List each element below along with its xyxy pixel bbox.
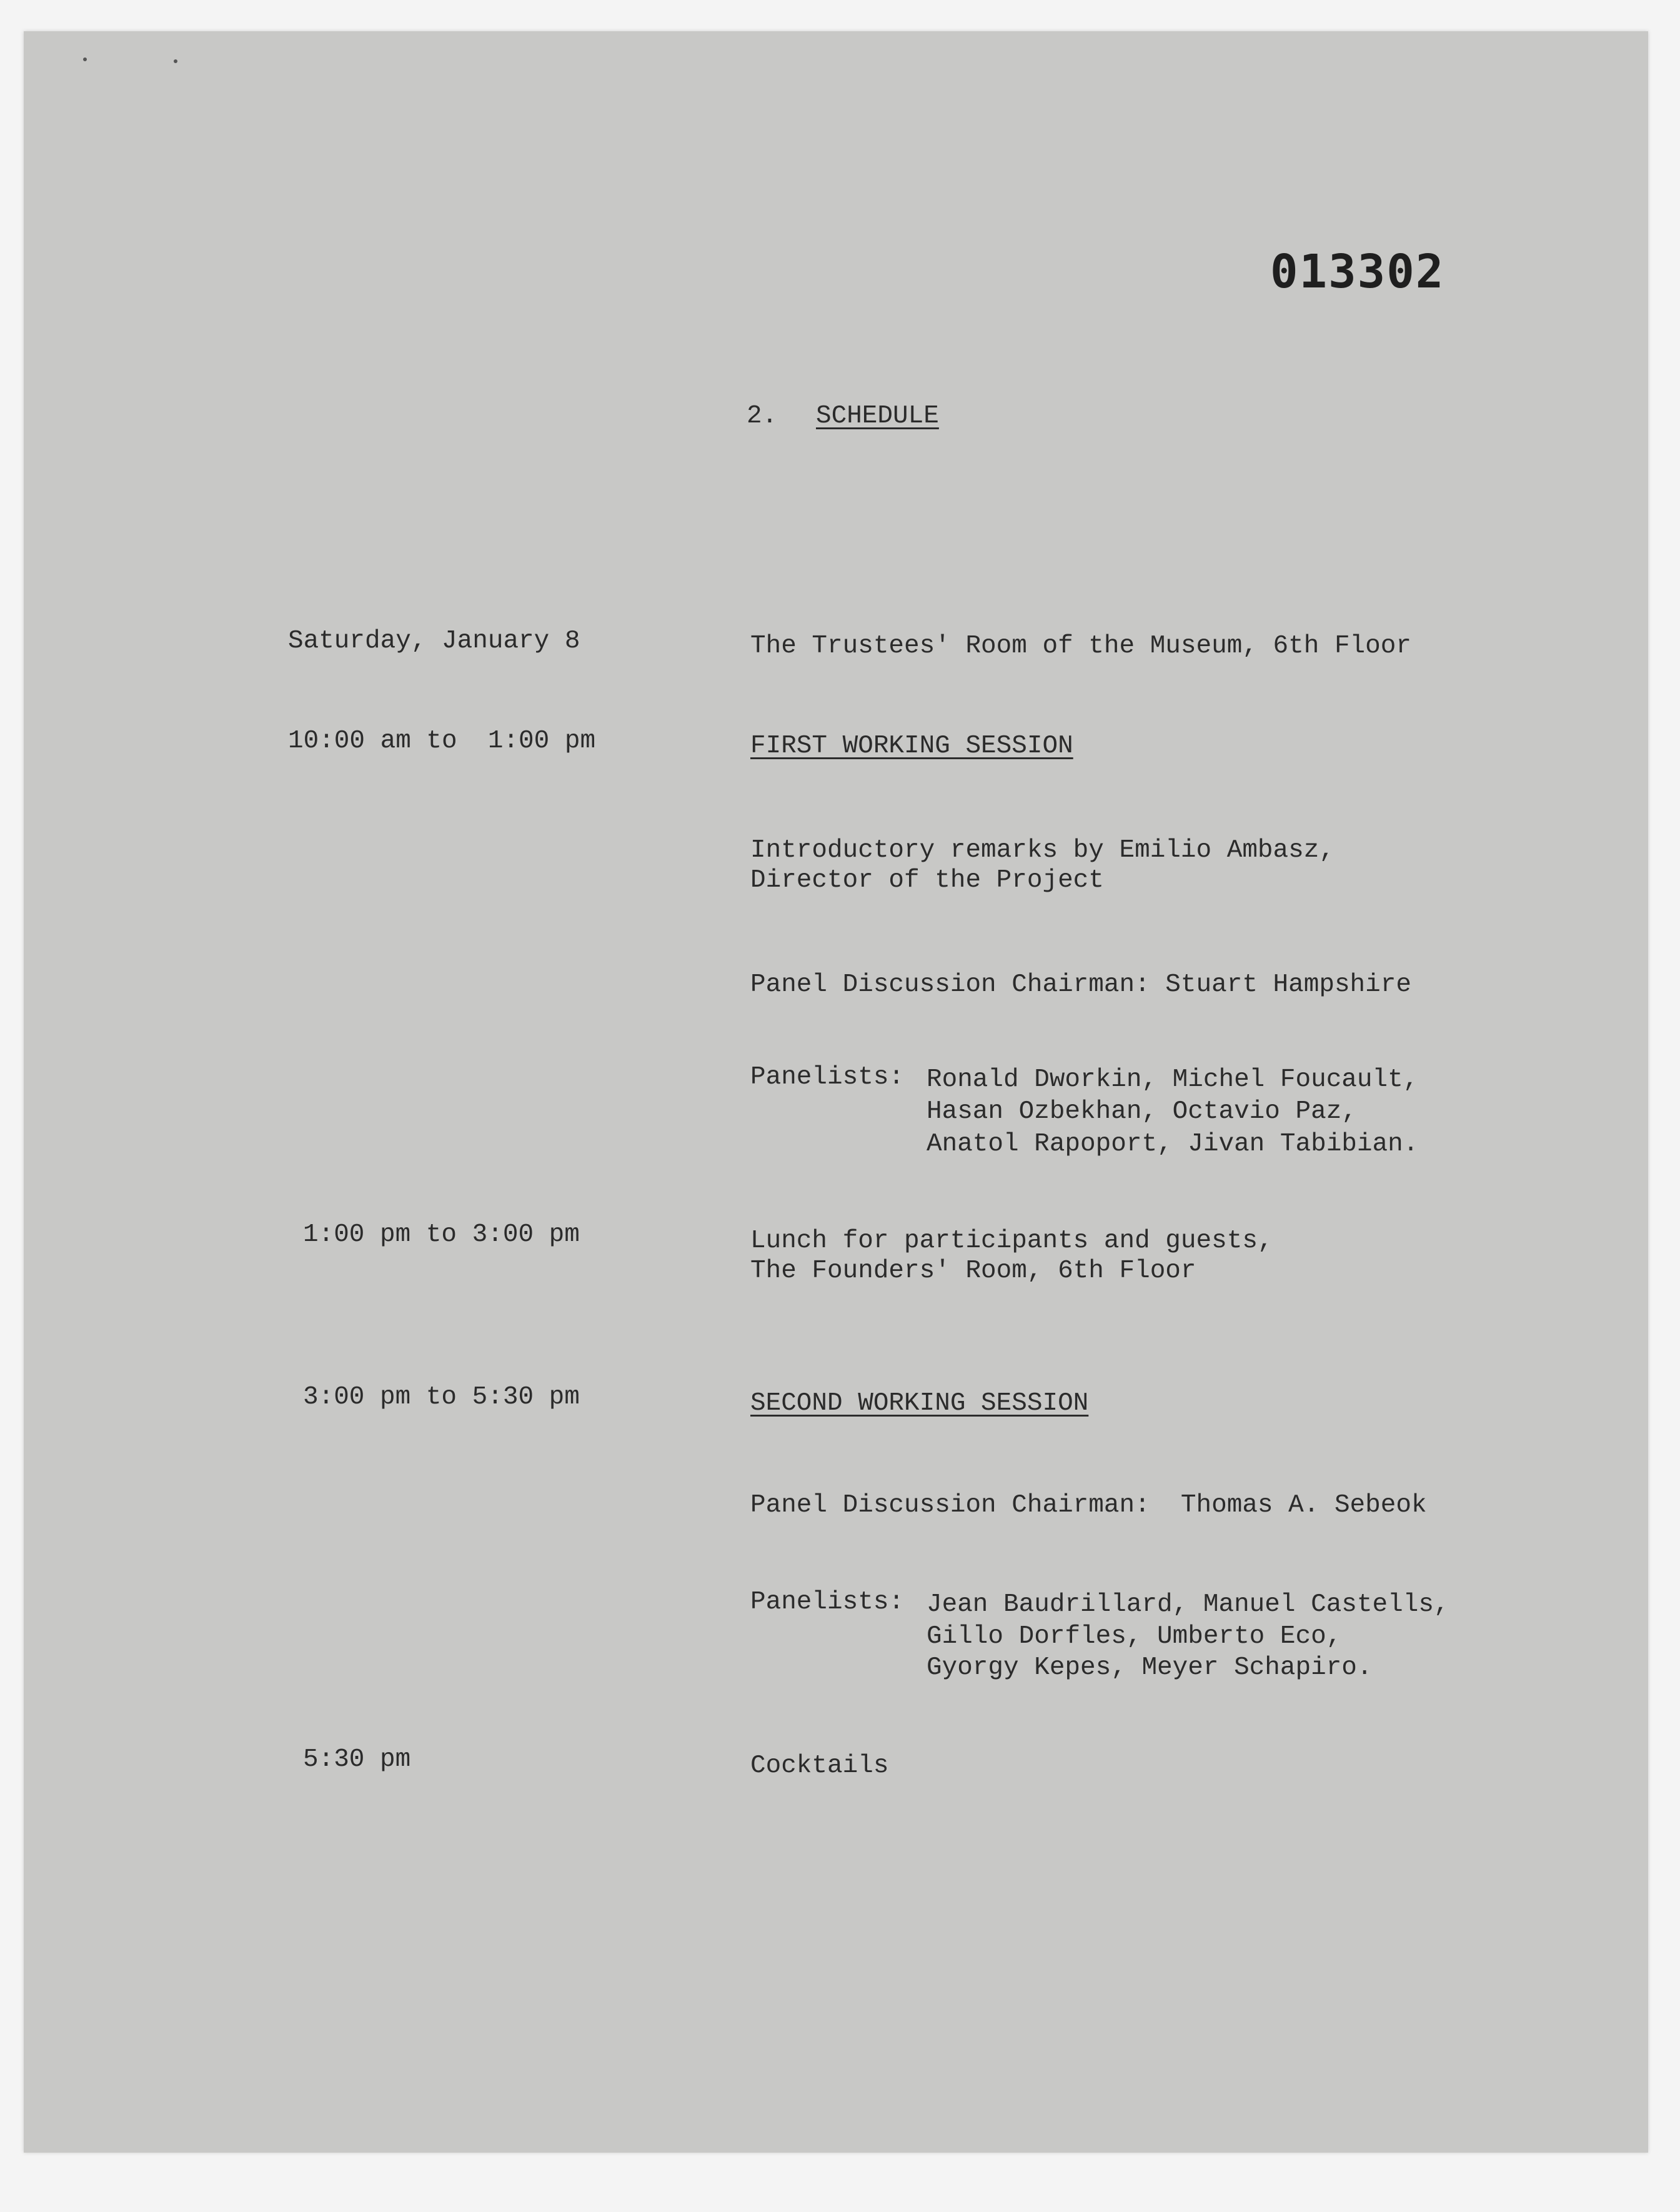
scan-speck	[83, 57, 87, 61]
session2-panelists-line3: Gyorgy Kepes, Meyer Schapiro.	[927, 1653, 1373, 1682]
session1-panelists-label: Panelists:	[750, 1063, 905, 1092]
document-page	[24, 31, 1648, 2153]
session1-panelists-line2: Hasan Ozbekhan, Octavio Paz,	[927, 1097, 1357, 1126]
cocktails-label: Cocktails	[750, 1751, 889, 1780]
schedule-day: Saturday, January 8	[288, 627, 580, 655]
scan-speck	[174, 59, 177, 63]
lunch-line2: The Founders' Room, 6th Floor	[750, 1257, 1196, 1285]
lunch-line1: Lunch for participants and guests,	[750, 1227, 1273, 1255]
cocktails-time: 5:30 pm	[303, 1745, 411, 1774]
session2-panelists-line2: Gillo Dorfles, Umberto Eco,	[927, 1622, 1342, 1651]
lunch-time: 1:00 pm to 3:00 pm	[303, 1220, 580, 1249]
session1-intro-line1: Introductory remarks by Emilio Ambasz,	[750, 836, 1335, 865]
session2-time: 3:00 pm to 5:30 pm	[303, 1383, 580, 1412]
document-number-stamp: 013302	[1270, 245, 1445, 299]
session2-panelists-line1: Jean Baudrillard, Manuel Castells,	[927, 1590, 1449, 1619]
session1-chairman: Panel Discussion Chairman: Stuart Hampshire	[750, 970, 1411, 999]
session1-time: 10:00 am to 1:00 pm	[288, 727, 596, 755]
page-title: SCHEDULE	[816, 402, 939, 431]
schedule-location: The Trustees' Room of the Museum, 6th Floor	[750, 632, 1411, 660]
session1-intro-line2: Director of the Project	[750, 866, 1104, 895]
session1-panelists-line3: Anatol Rapoport, Jivan Tabibian.	[927, 1130, 1419, 1158]
section-number: 2.	[747, 402, 778, 431]
session2-panelists-label: Panelists:	[750, 1588, 905, 1617]
session1-title: FIRST WORKING SESSION	[750, 732, 1073, 760]
session2-title: SECOND WORKING SESSION	[750, 1389, 1089, 1418]
session1-panelists-line1: Ronald Dworkin, Michel Foucault,	[927, 1065, 1419, 1094]
session2-chairman: Panel Discussion Chairman: Thomas A. Sebeok	[750, 1491, 1427, 1520]
